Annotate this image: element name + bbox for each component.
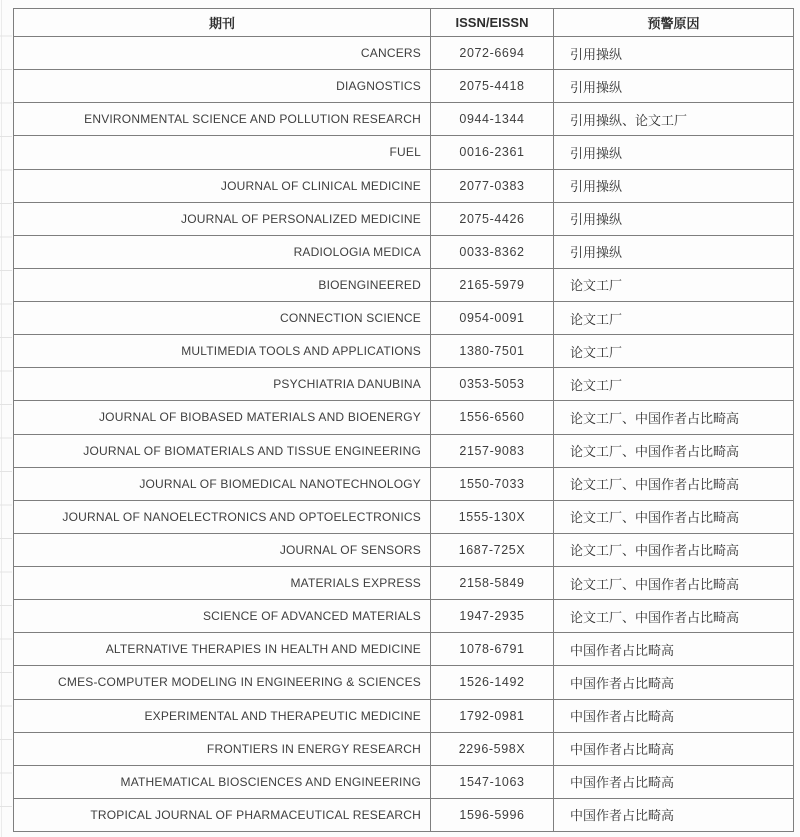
reason-cell: 中国作者占比畸高 bbox=[554, 666, 794, 699]
reason-cell: 引用操纵 bbox=[554, 202, 794, 235]
issn-cell: 0353-5053 bbox=[431, 368, 554, 401]
issn-cell: 0954-0091 bbox=[431, 302, 554, 335]
journal-cell: DIAGNOSTICS bbox=[14, 70, 431, 103]
issn-cell: 2075-4418 bbox=[431, 70, 554, 103]
journal-cell: JOURNAL OF BIOMEDICAL NANOTECHNOLOGY bbox=[14, 467, 431, 500]
table-row bbox=[14, 169, 794, 202]
issn-cell: 1687-725X bbox=[431, 533, 554, 566]
journal-cell: JOURNAL OF NANOELECTRONICS AND OPTOELECTRONICS bbox=[14, 500, 431, 533]
reason-cell: 中国作者占比畸高 bbox=[554, 699, 794, 732]
journal-cell: JOURNAL OF BIOMATERIALS AND TISSUE ENGINEERING bbox=[14, 434, 431, 467]
journal-cell: RADIOLOGIA MEDICA bbox=[14, 235, 431, 268]
reason-cell: 中国作者占比畸高 bbox=[554, 633, 794, 666]
table-row bbox=[14, 368, 794, 401]
table-row bbox=[14, 600, 794, 633]
issn-cell: 1550-7033 bbox=[431, 467, 554, 500]
journal-cell: TROPICAL JOURNAL OF PHARMACEUTICAL RESEARCH bbox=[14, 798, 431, 831]
table-row bbox=[14, 103, 794, 136]
table-row bbox=[14, 732, 794, 765]
table-row bbox=[14, 235, 794, 268]
issn-cell: 0016-2361 bbox=[431, 136, 554, 169]
table-row bbox=[14, 500, 794, 533]
table-row bbox=[14, 335, 794, 368]
journal-cell: MULTIMEDIA TOOLS AND APPLICATIONS bbox=[14, 335, 431, 368]
journal-cell: PSYCHIATRIA DANUBINA bbox=[14, 368, 431, 401]
journal-cell: FUEL bbox=[14, 136, 431, 169]
reason-cell: 论文工厂、中国作者占比畸高 bbox=[554, 600, 794, 633]
journal-cell: MATERIALS EXPRESS bbox=[14, 567, 431, 600]
table-row bbox=[14, 37, 794, 70]
reason-cell: 引用操纵 bbox=[554, 70, 794, 103]
issn-cell: 0944-1344 bbox=[431, 103, 554, 136]
header-issn: ISSN/EISSN bbox=[431, 9, 554, 37]
journal-cell: ENVIRONMENTAL SCIENCE AND POLLUTION RESEARCH bbox=[14, 103, 431, 136]
table-row bbox=[14, 302, 794, 335]
table-row bbox=[14, 70, 794, 103]
issn-cell: 2072-6694 bbox=[431, 37, 554, 70]
table-row bbox=[14, 401, 794, 434]
journal-cell: FRONTIERS IN ENERGY RESEARCH bbox=[14, 732, 431, 765]
header-journal: 期刊 bbox=[14, 9, 431, 37]
reason-cell: 论文工厂、中国作者占比畸高 bbox=[554, 467, 794, 500]
journal-table-body bbox=[14, 37, 794, 832]
table-row bbox=[14, 765, 794, 798]
journal-cell: JOURNAL OF PERSONALIZED MEDICINE bbox=[14, 202, 431, 235]
table-header-row bbox=[14, 9, 794, 37]
table-row bbox=[14, 699, 794, 732]
issn-cell: 1555-130X bbox=[431, 500, 554, 533]
sheet-gridlines-left-gutter bbox=[0, 3, 12, 835]
issn-cell: 2158-5849 bbox=[431, 567, 554, 600]
reason-cell: 引用操纵 bbox=[554, 169, 794, 202]
issn-cell: 2077-0383 bbox=[431, 169, 554, 202]
journal-cell: JOURNAL OF SENSORS bbox=[14, 533, 431, 566]
journal-cell: SCIENCE OF ADVANCED MATERIALS bbox=[14, 600, 431, 633]
issn-cell: 1947-2935 bbox=[431, 600, 554, 633]
reason-cell: 论文工厂、中国作者占比畸高 bbox=[554, 567, 794, 600]
reason-cell: 中国作者占比畸高 bbox=[554, 798, 794, 831]
issn-cell: 1792-0981 bbox=[431, 699, 554, 732]
table-row bbox=[14, 136, 794, 169]
warning-journal-table bbox=[13, 8, 794, 832]
issn-cell: 2075-4426 bbox=[431, 202, 554, 235]
reason-cell: 引用操纵、论文工厂 bbox=[554, 103, 794, 136]
journal-cell: CMES-COMPUTER MODELING IN ENGINEERING & SCIENCES bbox=[14, 666, 431, 699]
reason-cell: 论文工厂、中国作者占比畸高 bbox=[554, 533, 794, 566]
issn-cell: 1380-7501 bbox=[431, 335, 554, 368]
table-row bbox=[14, 533, 794, 566]
table-row bbox=[14, 202, 794, 235]
table-row bbox=[14, 798, 794, 831]
reason-cell: 论文工厂、中国作者占比畸高 bbox=[554, 434, 794, 467]
issn-cell: 1596-5996 bbox=[431, 798, 554, 831]
journal-cell: CANCERS bbox=[14, 37, 431, 70]
issn-cell: 2157-9083 bbox=[431, 434, 554, 467]
issn-cell: 1526-1492 bbox=[431, 666, 554, 699]
reason-cell: 引用操纵 bbox=[554, 37, 794, 70]
journal-cell: MATHEMATICAL BIOSCIENCES AND ENGINEERING bbox=[14, 765, 431, 798]
journal-cell: JOURNAL OF CLINICAL MEDICINE bbox=[14, 169, 431, 202]
table-row bbox=[14, 467, 794, 500]
journal-cell: JOURNAL OF BIOBASED MATERIALS AND BIOENERGY bbox=[14, 401, 431, 434]
reason-cell: 中国作者占比畸高 bbox=[554, 765, 794, 798]
journal-cell: EXPERIMENTAL AND THERAPEUTIC MEDICINE bbox=[14, 699, 431, 732]
journal-cell: CONNECTION SCIENCE bbox=[14, 302, 431, 335]
issn-cell: 1547-1063 bbox=[431, 765, 554, 798]
reason-cell: 中国作者占比畸高 bbox=[554, 732, 794, 765]
issn-cell: 2165-5979 bbox=[431, 268, 554, 301]
header-reason: 预警原因 bbox=[554, 9, 794, 37]
journal-cell: BIOENGINEERED bbox=[14, 268, 431, 301]
reason-cell: 引用操纵 bbox=[554, 235, 794, 268]
reason-cell: 论文工厂 bbox=[554, 335, 794, 368]
reason-cell: 引用操纵 bbox=[554, 136, 794, 169]
issn-cell: 0033-8362 bbox=[431, 235, 554, 268]
reason-cell: 论文工厂 bbox=[554, 302, 794, 335]
table-row bbox=[14, 666, 794, 699]
issn-cell: 1078-6791 bbox=[431, 633, 554, 666]
table-row bbox=[14, 633, 794, 666]
journal-cell: ALTERNATIVE THERAPIES IN HEALTH AND MEDICINE bbox=[14, 633, 431, 666]
table-row bbox=[14, 434, 794, 467]
reason-cell: 论文工厂、中国作者占比畸高 bbox=[554, 500, 794, 533]
reason-cell: 论文工厂 bbox=[554, 368, 794, 401]
table-row bbox=[14, 268, 794, 301]
table-row bbox=[14, 567, 794, 600]
issn-cell: 2296-598X bbox=[431, 732, 554, 765]
reason-cell: 论文工厂、中国作者占比畸高 bbox=[554, 401, 794, 434]
reason-cell: 论文工厂 bbox=[554, 268, 794, 301]
issn-cell: 1556-6560 bbox=[431, 401, 554, 434]
